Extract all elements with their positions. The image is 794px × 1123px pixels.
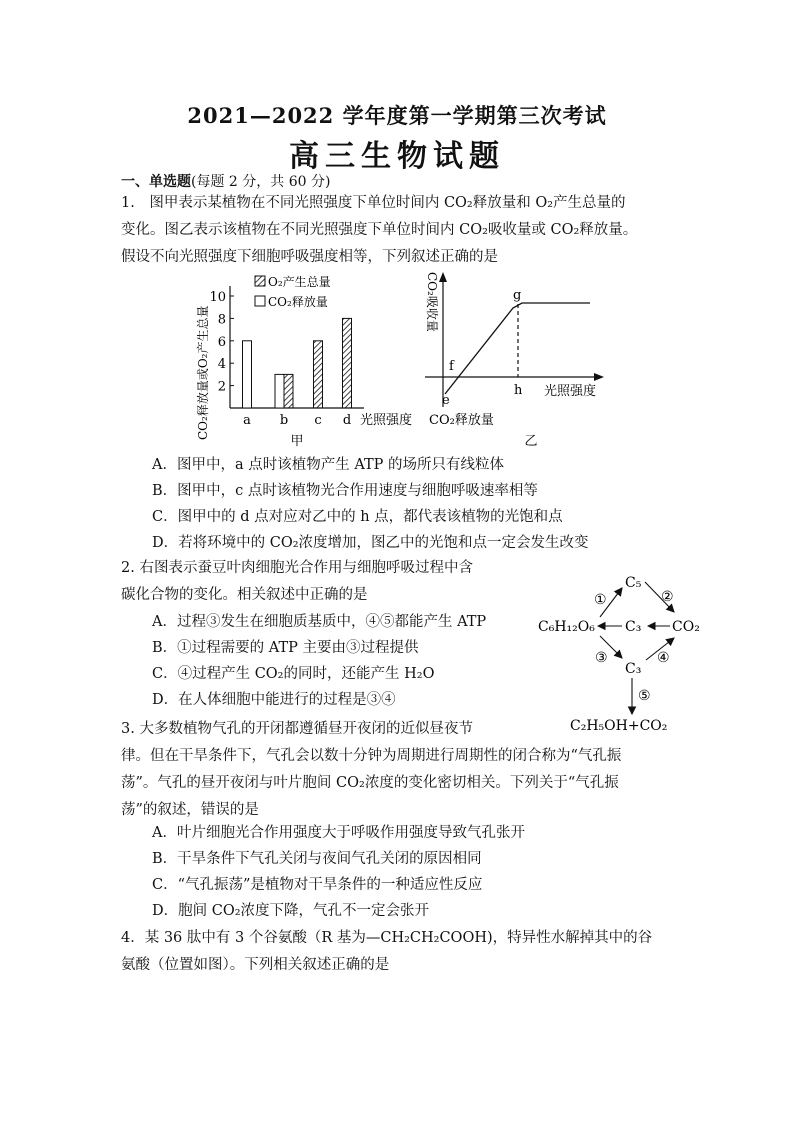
- q2-option-c: C．④过程产生 CO₂的同时，还能产生 H₂O: [152, 666, 435, 682]
- question-1-options: [152, 452, 792, 556]
- q3-stem-line: 荡”的叙述，错误的是: [121, 802, 259, 818]
- bar-o2-b: [284, 374, 293, 408]
- exam-title: 2021—2022 学年度第一学期第三次考试: [187, 103, 607, 128]
- label-5: ⑤: [638, 688, 651, 704]
- yi-point-e: e: [442, 393, 450, 408]
- q1-option-a: A．图甲中，a 点时该植物产生 ATP 的场所只有线粒体: [152, 457, 505, 473]
- q1-option-d: D．若将环境中的 CO₂浓度增加，图乙中的光饱和点一定会发生改变: [152, 535, 589, 551]
- subject-title: 高三生物试题: [289, 139, 505, 174]
- node-c3-top: C₃: [625, 619, 642, 635]
- q1-stem-line: 1. 图甲表示某植物在不同光照强度下单位时间内 CO₂释放量和 O₂产生总量的: [121, 195, 626, 211]
- jia-category-b: b: [279, 413, 289, 428]
- question-2-stem: [121, 555, 541, 609]
- yi-point-g: g: [513, 288, 522, 303]
- legend-co2-swatch: [255, 296, 265, 306]
- bar-o2-d: [343, 318, 352, 408]
- q4-stem-line: 氨酸（位置如图）。下列相关叙述正确的是: [121, 957, 390, 973]
- label-2: ②: [661, 589, 674, 605]
- q4-stem-line: 4．某 36 肽中有 3 个谷氨酸（R 基为—CH₂CH₂COOH)，特异性水解掉其中的谷: [121, 930, 653, 946]
- yi-xlabel: 光照强度: [544, 384, 597, 399]
- carbon-cycle-diagram: [530, 565, 720, 740]
- question-3-stem: [121, 716, 786, 824]
- jia-ytick-label: 6: [217, 334, 226, 350]
- q3-stem-line: 律。但在干旱条件下，气孔会以数十分钟为周期进行周期性的闭合称为“气孔振: [121, 748, 622, 764]
- jia-xlabel: 光照强度: [360, 413, 413, 428]
- label-1: ①: [594, 592, 607, 608]
- q3-stem-line: 荡”。气孔的昼开夜闭与叶片胞间 CO₂浓度的变化密切相关。下列关于“气孔振: [121, 775, 619, 791]
- yi-y-arrow: [439, 272, 447, 282]
- yi-point-f: f: [449, 359, 454, 374]
- yi-point-h: h: [514, 383, 523, 398]
- jia-ytick-label: 8: [217, 312, 226, 328]
- question-3-options: [152, 820, 782, 924]
- jia-bars: [243, 318, 352, 408]
- yi-below-label: CO₂释放量: [429, 413, 494, 428]
- jia-category-c: c: [314, 413, 322, 428]
- bar-co2-a: [243, 341, 252, 408]
- q2-option-a: A．过程③发生在细胞质基质中，④⑤都能产生 ATP: [152, 614, 487, 630]
- q1-stem-line: 变化。图乙表示该植物在不同光照强度下单位时间内 CO₂吸收量或 CO₂释放量。: [121, 222, 638, 238]
- figure-jia: [185, 272, 425, 452]
- bar-o2-c: [314, 341, 323, 408]
- label-4: ④: [657, 650, 670, 666]
- legend-o2-swatch: [255, 276, 265, 286]
- jia-ytick-label: 10: [209, 290, 226, 305]
- legend-co2-label: CO₂释放量: [268, 295, 328, 309]
- question-2-options: [152, 609, 552, 713]
- label-3: ③: [595, 650, 608, 666]
- q3-option-b: B．干旱条件下气孔关闭与夜间气孔关闭的原因相同: [152, 851, 482, 867]
- jia-categories: [243, 413, 351, 428]
- legend-o2-label: O₂产生总量: [268, 275, 331, 289]
- node-co2: CO₂: [672, 619, 700, 635]
- jia-category-a: a: [243, 413, 251, 428]
- yi-x-arrow: [594, 373, 604, 381]
- jia-ytick-label: 4: [217, 357, 226, 373]
- section-label: 一、单选题: [121, 174, 191, 190]
- node-c5: C₅: [625, 575, 642, 591]
- q2-stem-line: 2. 右图表示蚕豆叶肉细胞光合作用与细胞呼吸过程中含: [121, 560, 473, 576]
- node-ethanol: C₂H₅OH+CO₂: [570, 718, 668, 734]
- q3-option-d: D．胞间 CO₂浓度下降，气孔不一定会张开: [152, 903, 430, 919]
- q3-option-c: C．“气孔振荡”是植物对干旱条件的一种适应性反应: [152, 877, 483, 893]
- section-heading: [121, 171, 330, 191]
- q2-option-b: B．①过程需要的 ATP 主要由③过程提供: [152, 640, 419, 656]
- q2-stem-line: 碳化合物的变化。相关叙述中正确的是: [121, 587, 368, 603]
- yi-ylabel: CO₂吸收量: [425, 272, 439, 332]
- q1-option-c: C．图甲中的 d 点对应对乙中的 h 点，都代表该植物的光饱和点: [152, 509, 563, 525]
- q2-option-d: D．在人体细胞中能进行的过程是③④: [152, 692, 396, 708]
- section-note: (每题 2 分，共 60 分): [191, 174, 331, 190]
- node-c3-bottom: C₃: [625, 661, 642, 677]
- question-4-stem: [121, 925, 786, 979]
- yi-caption: 乙: [524, 434, 538, 449]
- q3-stem-line: 3. 大多数植物气孔的开闭都遵循昼开夜闭的近似昼夜节: [121, 721, 473, 737]
- q1-stem-line: 假设不向光照强度下细胞呼吸强度相等，下列叙述正确的是: [121, 249, 498, 265]
- bar-co2-b: [275, 374, 284, 408]
- jia-ytick-label: 2: [217, 379, 226, 395]
- node-glucose: C₆H₁₂O₆: [538, 619, 595, 635]
- q1-option-b: B．图甲中，c 点时该植物光合作用速度与细胞呼吸速率相等: [152, 483, 538, 499]
- jia-ylabel: CO₂释放量或O₂产生总量: [196, 305, 210, 440]
- jia-caption: 甲: [290, 434, 304, 449]
- q3-option-a: A．叶片细胞光合作用强度大于呼吸作用强度导致气孔张开: [152, 825, 525, 841]
- jia-category-d: d: [342, 413, 352, 428]
- figure-yi: [415, 270, 615, 450]
- question-1-stem: [121, 190, 781, 271]
